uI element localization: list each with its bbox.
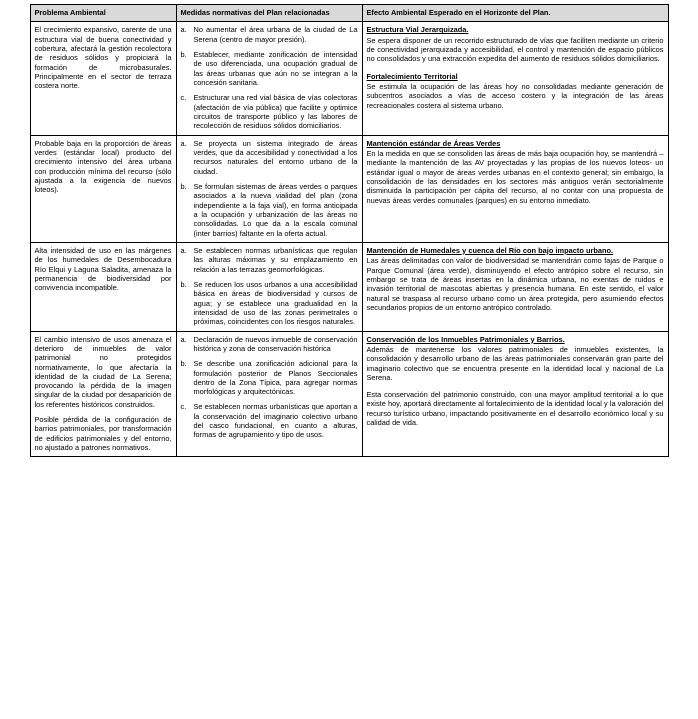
measures-list <box>181 335 358 440</box>
list-item: No aumentar el área urbana de la ciudad de La Serena (centro de mayor presión). <box>193 25 358 44</box>
column-header-problema: Problema Ambiental <box>30 5 176 22</box>
cell-efecto <box>362 135 668 242</box>
cell-medidas <box>176 331 362 457</box>
cell-medidas <box>176 22 362 135</box>
effect-text: Además de mantenerse los valores patrimoniales de inmuebles existentes, la consolidación y desarrollo urbano de las áreas patrimoniales conservarán gran parte del imaginario colectivo que se encuentra presente en la identidad local y nacional de La Serena. <box>366 344 664 382</box>
environmental-matrix-table <box>30 4 669 457</box>
list-item: Se formulan sistemas de áreas verdes o parques asociados a la nueva vialidad del plan (zona independiente a la faja vial), en forma anticipada a la ocupación y urbanización de las áreas no consolidadas. Lo que da a la escala comunal (inter barrios) faltante en la oferta actual. <box>193 181 358 238</box>
cell-problema <box>30 135 176 242</box>
effect-title: Conservación de los Inmuebles Patrimoniales y Barrios. <box>366 334 565 344</box>
list-item: Estructurar una red vial básica de vías colectoras (afectación de vía pública) que facilite y optimice circuitos de transporte público y las labores de recolección de residuos sólidos domiciliarios. <box>193 93 358 131</box>
table-row <box>30 135 668 242</box>
list-item: Declaración de nuevos inmueble de conservación histórica y zona de conservación histórica <box>193 334 358 353</box>
problem-text: Probable baja en la proporción de áreas verdes (estándar local) producto del crecimiento intensivo del área urbana con producción mínima del recurso (sólo ajustada a la exigencia de nuevos loteos). <box>34 138 172 195</box>
problem-text: El crecimiento expansivo, carente de una estructura vial de buena conectividad y cobertura, afectará la gestión recolectora de residuos sólidos y propiciará la formación de microbasurales. Principalmente en el sector de terraza costera norte. <box>34 25 172 91</box>
list-item: Se establecen normas urbanísticas que aportan a la conservación del imaginario colectivo urbano del casco fundacional, en cuanto a alturas, formas de agrupamiento y tipo de usos. <box>193 402 358 440</box>
cell-medidas <box>176 242 362 331</box>
effect-block <box>367 390 664 427</box>
problem-text: El cambio intensivo de usos amenaza el deterioro de inmuebles de valor patrimonial no protegidos normativamente, lo que afectaría la identidad de la ciudad de La Serena; provocando la pérdida de la imagen singular de la ciudad por desaparición de los referentes históricos construidos. <box>34 334 172 409</box>
effect-block <box>367 72 664 110</box>
table-row <box>30 22 668 135</box>
effect-text: Esta conservación del patrimonio construido, con una mayor amplitud territorial a lo que existe hoy, aportará directamente al fortalecimiento de la identidad local y la valoración del recurso turístico urbano, impactando positivamente en el desarrollo económico local y su calidad de vida. <box>366 390 664 428</box>
effect-text: Se espera disponer de un recorrido estructurado de vías que faciliten mediante un criterio de conectividad jerarquizada y accesibilidad, el control y mantención de espacio públicos no consolidados y una extracción expedita del aumento de residuos sólidos domiciliarios. <box>366 35 664 64</box>
problem-text-secondary: Posible pérdida de la configuración de barrios patrimoniales, por transformación de edificios patrimoniales y del entorno, no ajustado a patrones normativos. <box>34 415 172 453</box>
effect-block <box>367 139 664 205</box>
effect-block <box>367 25 664 63</box>
effect-block <box>367 246 664 312</box>
list-item: Establecer, mediante zonificación de intensidad de uso diferenciada, una ocupación gradual de las áreas urbanas que aún no se integran a la concesión sanitaria. <box>193 49 358 87</box>
column-header-medidas: Medidas normativas del Plan relacionadas <box>176 5 362 22</box>
cell-efecto <box>362 242 668 331</box>
cell-efecto <box>362 22 668 135</box>
effect-title: Fortalecimiento Territorial <box>366 71 458 81</box>
list-item: Se proyecta un sistema integrado de áreas verdes, que da accesibilidad y conectividad a los recursos naturales del entorno urbano de la ciudad. <box>193 138 358 176</box>
cell-problema <box>30 242 176 331</box>
measures-list <box>181 246 358 327</box>
table-body <box>30 22 668 457</box>
effect-text: Se estimula la ocupación de las áreas hoy no consolidadas mediante generación de subcentros asociados a vías de acceso costero y la integración de las áreas recreacionales costera al sistema urbano. <box>366 81 664 110</box>
cell-efecto <box>362 331 668 457</box>
effect-block <box>367 335 664 383</box>
effect-text: Las áreas delimitadas con valor de biodiversidad se mantendrán como fajas de Parque o Parque Comunal (área verde), disminuyendo el efecto antrópico sobre el recurso, sin embargo se trata de áreas insertas en la dinámica urbana, no exentas de ruidos e invasión territorial de mascotas abiertas y presencia humana. En este sentido, el valor natural se traspasa al recurso urbano como un área protegida, pero asumiendo efectos secundarios propios de un entorno antrópico controlado. <box>366 256 664 312</box>
measures-list <box>181 139 358 238</box>
table-header <box>30 5 668 22</box>
table-row <box>30 242 668 331</box>
effect-text: En la medida en que se consoliden las áreas de más baja ocupación hoy, se mantendrá –mediante la mantención de las AV proyectadas y las propias de los nuevos loteos- un estándar igual o mayor de áreas verdes urbanas en el contexto general; sin embargo, la consolidación de las densidades en los sectores más antiguos verán sectorialmente disminuida la participación per cápita del recurso, al no contar con una propuesta de nuevas áreas verdes comunales (parques) en su entorno inmediato. <box>366 148 664 205</box>
list-item: Se establecen normas urbanísticas que regulan las alturas máximas y su emplazamiento en relación a las terrazas geomorfológicas. <box>193 245 358 274</box>
cell-problema <box>30 22 176 135</box>
table-row <box>30 331 668 457</box>
list-item: Se reducen los usos urbanos a una accesibilidad básica en áreas de biodiversidad y cursos de agua; y se establece una gradualidad en la intensidad de uso de las zonas perimetrales o próximas, coincidentes con los riesgos naturales. <box>193 279 358 327</box>
table-header-row <box>30 5 668 22</box>
effect-title: Mantención de Humedales y cuenca del Río con bajo impacto urbano. <box>366 245 614 255</box>
cell-medidas <box>176 135 362 242</box>
list-item: Se describe una zonificación adicional para la formulación posterior de Planos Seccionales dentro de la Zona Típica, para agregar normas morfológicas y arquitectónicas. <box>193 359 358 397</box>
problem-text: Alta intensidad de uso en las márgenes de los humedales de Desembocadura Río Elqui y Laguna Saladita, amenaza la permanencia de biodiversidad por convivencia incompatible. <box>34 245 172 293</box>
effect-title: Estructura Vial Jerarquizada. <box>366 25 469 35</box>
effect-title: Mantención estándar de Áreas Verdes <box>366 138 501 148</box>
cell-problema <box>30 331 176 457</box>
measures-list <box>181 25 358 130</box>
column-header-efecto: Efecto Ambiental Esperado en el Horizonte del Plan. <box>362 5 668 22</box>
